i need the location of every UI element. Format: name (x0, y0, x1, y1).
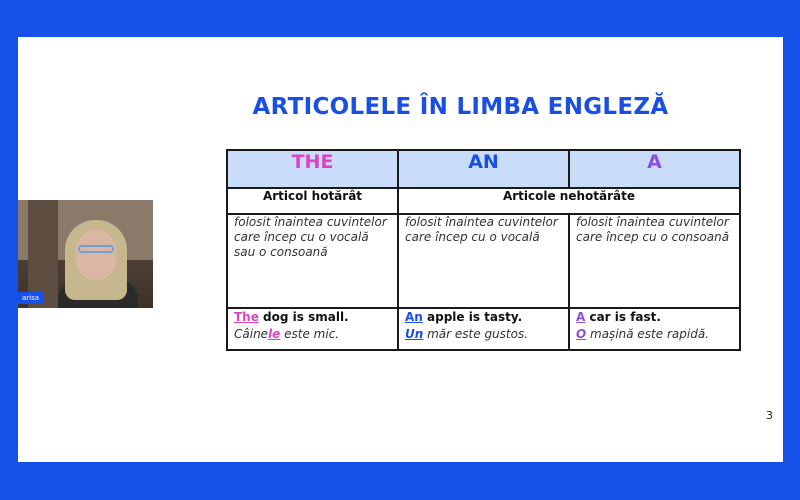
example-the-sentence: dog is small. (258, 310, 349, 324)
page-number: 3 (766, 409, 773, 422)
header-a: A (569, 150, 740, 188)
subheader-indefinite: Articole nehotărâte (398, 188, 740, 214)
example-a-ro-sentence: mașină este rapidă. (586, 327, 709, 341)
webcam-person-face (76, 230, 116, 280)
subheader-definite: Articol hotărât (227, 188, 398, 214)
example-the-ro-keyword: le (268, 327, 281, 341)
example-the-ro-sentence: este mic. (280, 327, 340, 341)
table-subheader-row (227, 188, 740, 214)
participant-name-label: arisa (18, 292, 43, 304)
header-the: THE (227, 150, 398, 188)
example-the (227, 308, 398, 350)
example-a-keyword: A (576, 310, 586, 324)
example-a-romanian (576, 326, 733, 343)
example-a-english (576, 309, 733, 326)
example-a-sentence: car is fast. (585, 310, 661, 324)
example-the-english (234, 309, 391, 326)
description-an: folosit înaintea cuvintelor care încep cu o vocală (398, 214, 569, 308)
webcam-video-tile[interactable] (18, 200, 153, 308)
table-header-row (227, 150, 740, 188)
example-the-romanian (234, 326, 391, 343)
example-a-ro-keyword: O (576, 327, 587, 341)
example-an-ro-sentence: măr este gustos. (423, 327, 529, 341)
articles-table (226, 149, 741, 351)
example-the-keyword: The (234, 310, 259, 324)
example-an-english (405, 309, 562, 326)
header-an: AN (398, 150, 569, 188)
example-an-romanian (405, 326, 562, 343)
example-an-keyword: An (405, 310, 423, 324)
slide-title: ARTICOLELE ÎN LIMBA ENGLEZĂ (252, 94, 669, 120)
table-example-row (227, 308, 740, 350)
table-description-row (227, 214, 740, 308)
description-the: folosit înaintea cuvintelor care încep cu o vocală sau o consoană (227, 214, 398, 308)
example-an-ro-keyword: Un (405, 327, 424, 341)
description-a: folosit înaintea cuvintelor care încep cu o consoană (569, 214, 740, 308)
example-the-ro-prefix: Câine (234, 327, 269, 341)
example-a (569, 308, 740, 350)
example-an (398, 308, 569, 350)
example-an-sentence: apple is tasty. (422, 310, 523, 324)
webcam-person-glasses (78, 245, 114, 253)
